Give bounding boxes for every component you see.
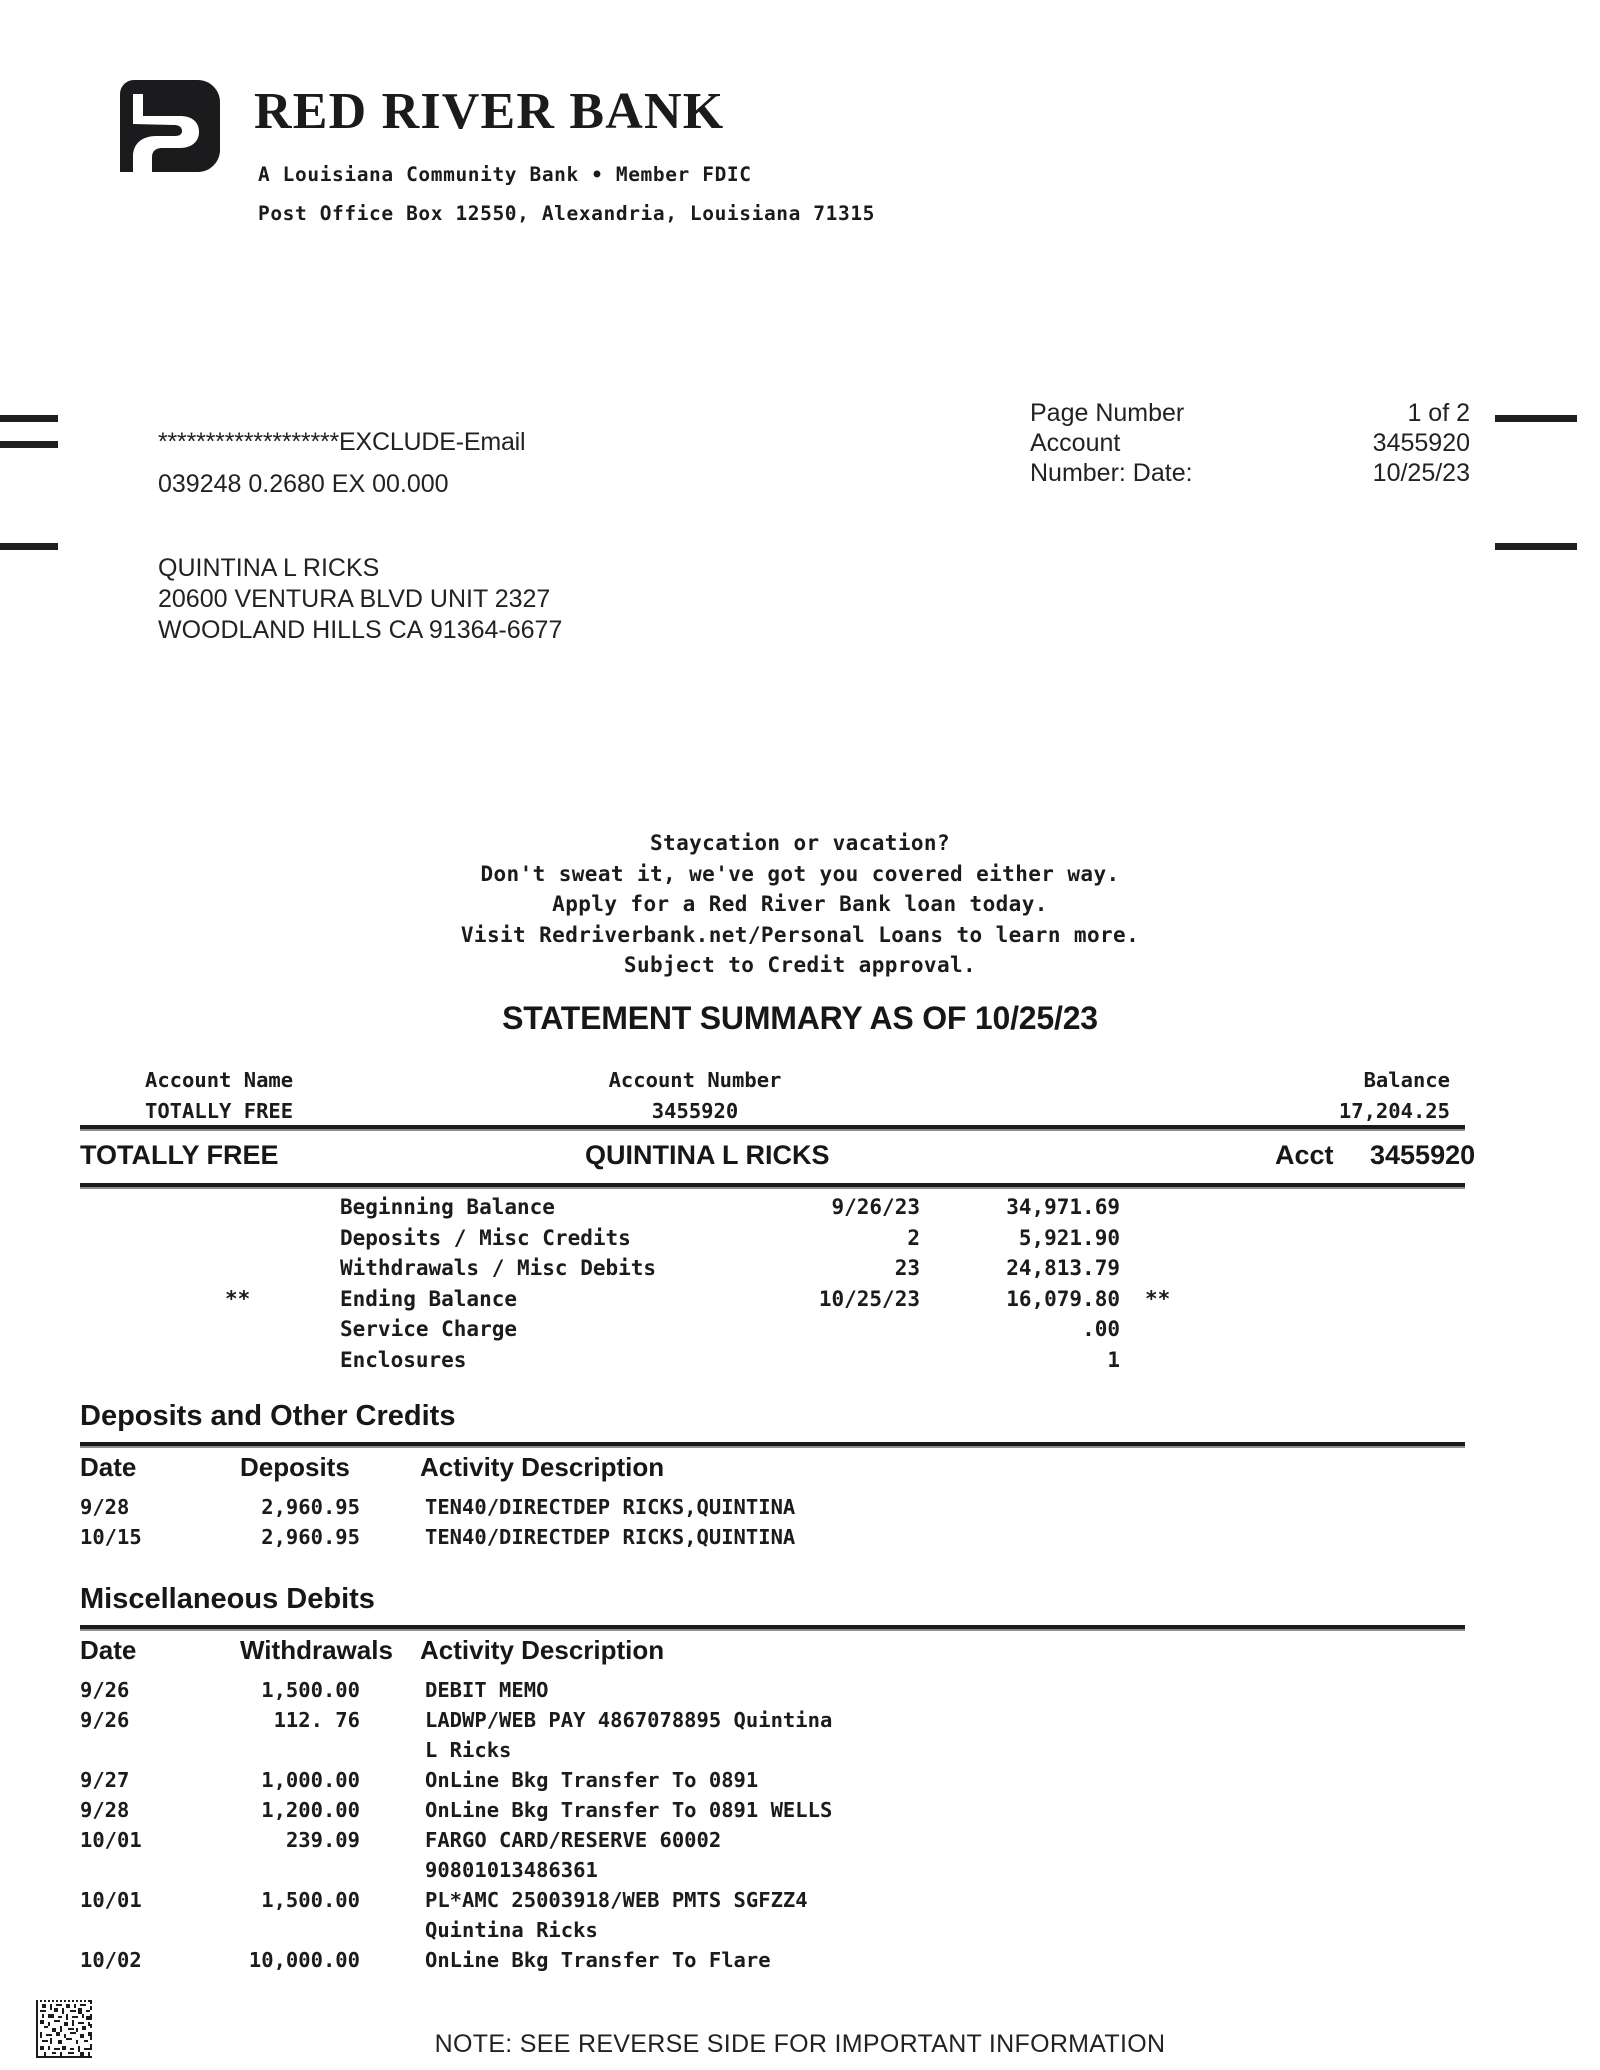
misc-debits-table-body xyxy=(80,1678,1500,1978)
registration-mark-left-2 xyxy=(0,441,58,448)
row-amount: 2,960.95 xyxy=(261,1495,360,1519)
table-row xyxy=(80,1828,1500,1858)
row-amount: 239.09 xyxy=(285,1828,360,1852)
deposits-header-description: Activity Description xyxy=(420,1452,665,1482)
row-description: Quintina Ricks xyxy=(425,1918,598,1942)
balance-detail-table xyxy=(80,1192,1520,1375)
deposits-column-headers xyxy=(80,1452,1480,1484)
table-row xyxy=(80,1948,1500,1978)
balance-row-withdrawals-misc-debits xyxy=(80,1253,1520,1284)
row-date: 9/26 xyxy=(80,1708,130,1732)
balance-label: Beginning Balance xyxy=(340,1195,555,1219)
balance-amount: 16,079.80 xyxy=(1006,1286,1120,1311)
row-description: OnLine Bkg Transfer To 0891 xyxy=(425,1768,759,1792)
balance-amount: 1 xyxy=(1107,1347,1120,1372)
balance-label: Enclosures xyxy=(340,1347,467,1372)
table-row xyxy=(80,1495,1500,1525)
table-row-continuation xyxy=(80,1918,1500,1948)
summary-account-name: TOTALLY FREE xyxy=(145,1099,294,1123)
summary-header-row xyxy=(80,1065,1520,1096)
row-description: DEBIT MEMO xyxy=(425,1678,549,1702)
registration-mark-right-1 xyxy=(1495,415,1577,422)
statement-summary-table xyxy=(80,1065,1520,1127)
recipient-street: 20600 VENTURA BLVD UNIT 2327 xyxy=(158,585,551,613)
promo-line-5: Subject to Credit approval. xyxy=(623,953,977,977)
registration-mark-right-2 xyxy=(1495,543,1577,550)
statement-summary-title: STATEMENT SUMMARY AS OF 10/25/23 xyxy=(502,1000,1098,1036)
row-amount: 1,500.00 xyxy=(261,1888,360,1912)
row-amount: 10,000.00 xyxy=(248,1948,360,1972)
row-amount: 1,000.00 xyxy=(261,1768,360,1792)
table-row xyxy=(80,1525,1500,1555)
balance-amount: 34,971.69 xyxy=(1006,1195,1120,1219)
misc-debits-section-heading: Miscellaneous Debits xyxy=(80,1583,375,1615)
registration-mark-left-3 xyxy=(0,543,58,550)
row-description: L Ricks xyxy=(425,1738,512,1762)
statement-meta-block xyxy=(1030,398,1470,488)
summary-divider-rule xyxy=(80,1125,1465,1129)
row-date: 10/01 xyxy=(80,1888,142,1912)
balance-row-ending-balance xyxy=(80,1284,1520,1315)
row-description: TEN40/DIRECTDEP RICKS,QUINTINA xyxy=(425,1495,796,1519)
bank-tagline: A Louisiana Community Bank • Member FDIC xyxy=(258,163,752,186)
table-row xyxy=(80,1798,1500,1828)
misc-debits-header-description: Activity Description xyxy=(420,1635,665,1665)
meta-row-account xyxy=(1030,428,1470,458)
row-description: TEN40/DIRECTDEP RICKS,QUINTINA xyxy=(425,1525,796,1549)
meta-value: 1 of 2 xyxy=(1407,399,1470,427)
table-row xyxy=(80,1768,1500,1798)
promo-line-2: Don't sweat it, we've got you covered either way. xyxy=(480,861,1120,886)
balance-amount: 5,921.90 xyxy=(1018,1225,1120,1250)
promo-line-1: Staycation or vacation? xyxy=(650,831,950,855)
summary-header-account-number: Account Number xyxy=(608,1068,782,1092)
row-date: 9/26 xyxy=(80,1678,130,1702)
row-description: OnLine Bkg Transfer To Flare xyxy=(425,1948,771,1972)
balance-amount: 24,813.79 xyxy=(1006,1256,1120,1280)
balance-middle-value: 23 xyxy=(894,1256,920,1280)
promo-line-3: Apply for a Red River Bank loan today. xyxy=(552,892,1048,916)
table-row-continuation xyxy=(80,1858,1500,1888)
balance-middle-value: 2 xyxy=(907,1225,920,1250)
meta-label: Number: Date: xyxy=(1030,459,1193,487)
row-description: FARGO CARD/RESERVE 60002 xyxy=(425,1828,722,1852)
summary-header-balance: Balance xyxy=(1363,1068,1450,1092)
deposits-table-body xyxy=(80,1495,1500,1555)
table-row xyxy=(80,1708,1500,1738)
misc-debits-column-headers xyxy=(80,1635,1480,1667)
account-product-name: TOTALLY FREE xyxy=(80,1140,279,1170)
deposits-header-amount: Deposits xyxy=(240,1452,350,1482)
balance-label: Service Charge xyxy=(340,1317,518,1341)
summary-header-account-name: Account Name xyxy=(145,1068,294,1092)
account-banner-bottom-rule xyxy=(80,1183,1465,1187)
row-description: OnLine Bkg Transfer To 0891 WELLS xyxy=(425,1798,833,1822)
table-row-continuation xyxy=(80,1738,1500,1768)
meta-label: Page Number xyxy=(1030,399,1185,427)
row-description: LADWP/WEB PAY 4867078895 Quintina xyxy=(425,1708,833,1732)
row-date: 10/02 xyxy=(80,1948,142,1972)
recipient-name: QUINTINA L RICKS xyxy=(158,554,380,582)
recipient-city-state-zip: WOODLAND HILLS CA 91364-6677 xyxy=(158,616,563,644)
meta-row-number-date xyxy=(1030,458,1470,488)
balance-label: Withdrawals / Misc Debits xyxy=(340,1256,657,1280)
row-date: 10/01 xyxy=(80,1828,142,1852)
account-customer-name: QUINTINA L RICKS xyxy=(585,1140,830,1170)
meta-row-page-number xyxy=(1030,398,1470,428)
row-date: 9/28 xyxy=(80,1798,130,1822)
red-river-bank-logo-icon xyxy=(120,80,220,172)
row-date: 10/15 xyxy=(80,1525,142,1549)
promo-line-4: Visit Redriverbank.net/Personal Loans to learn more. xyxy=(460,922,1140,947)
meta-value: 10/25/23 xyxy=(1372,459,1470,487)
balance-row-service-charge xyxy=(80,1314,1520,1345)
deposits-heading-rule xyxy=(80,1442,1465,1446)
account-label: Acct xyxy=(1275,1140,1334,1170)
balance-row-beginning-balance xyxy=(80,1192,1520,1223)
row-amount: 1,200.00 xyxy=(261,1798,360,1822)
misc-debits-header-amount: Withdrawals xyxy=(240,1635,393,1665)
summary-account-number: 3455920 xyxy=(651,1099,739,1123)
balance-middle-value: 9/26/23 xyxy=(831,1195,920,1219)
footer-note: NOTE: SEE REVERSE SIDE FOR IMPORTANT INFORMATION xyxy=(434,2030,1166,2058)
misc-debits-heading-rule xyxy=(80,1625,1465,1629)
balance-label: Ending Balance xyxy=(340,1286,518,1311)
bank-po-box-address: Post Office Box 12550, Alexandria, Louisiana 71315 xyxy=(258,202,875,225)
row-amount: 112. 76 xyxy=(273,1708,360,1732)
balance-star-right: ** xyxy=(1145,1286,1171,1311)
summary-balance: 17,204.25 xyxy=(1338,1099,1450,1123)
registration-mark-left-1 xyxy=(0,415,58,422)
row-description: PL*AMC 25003918/WEB PMTS SGFZZ4 xyxy=(425,1888,808,1912)
meta-label: Account xyxy=(1030,429,1121,457)
deposits-header-date: Date xyxy=(80,1452,137,1482)
exclude-email-marker: *******************EXCLUDE-Email xyxy=(158,428,526,456)
balance-middle-value: 10/25/23 xyxy=(818,1286,920,1311)
summary-data-row xyxy=(80,1096,1520,1127)
row-date: 9/27 xyxy=(80,1768,130,1792)
balance-star-left: ** xyxy=(225,1286,251,1311)
deposits-section-heading: Deposits and Other Credits xyxy=(80,1400,456,1432)
misc-debits-header-date: Date xyxy=(80,1635,137,1665)
recipient-address-block xyxy=(158,553,562,646)
balance-amount: .00 xyxy=(1082,1317,1120,1341)
balance-row-enclosures xyxy=(80,1345,1520,1376)
row-amount: 1,500.00 xyxy=(261,1678,360,1702)
row-date: 9/28 xyxy=(80,1495,130,1519)
mail-sequence-code: 039248 0.2680 EX 00.000 xyxy=(158,470,449,498)
promotional-message xyxy=(0,828,1600,981)
account-number: 3455920 xyxy=(1370,1140,1476,1170)
meta-value: 3455920 xyxy=(1372,429,1470,457)
row-description: 90801013486361 xyxy=(425,1858,598,1882)
balance-row-deposits-misc-credits xyxy=(80,1223,1520,1254)
bank-name: RED RIVER BANK xyxy=(254,83,725,140)
table-row xyxy=(80,1678,1500,1708)
table-row xyxy=(80,1888,1500,1918)
row-amount: 2,960.95 xyxy=(261,1525,360,1549)
balance-label: Deposits / Misc Credits xyxy=(340,1225,631,1250)
